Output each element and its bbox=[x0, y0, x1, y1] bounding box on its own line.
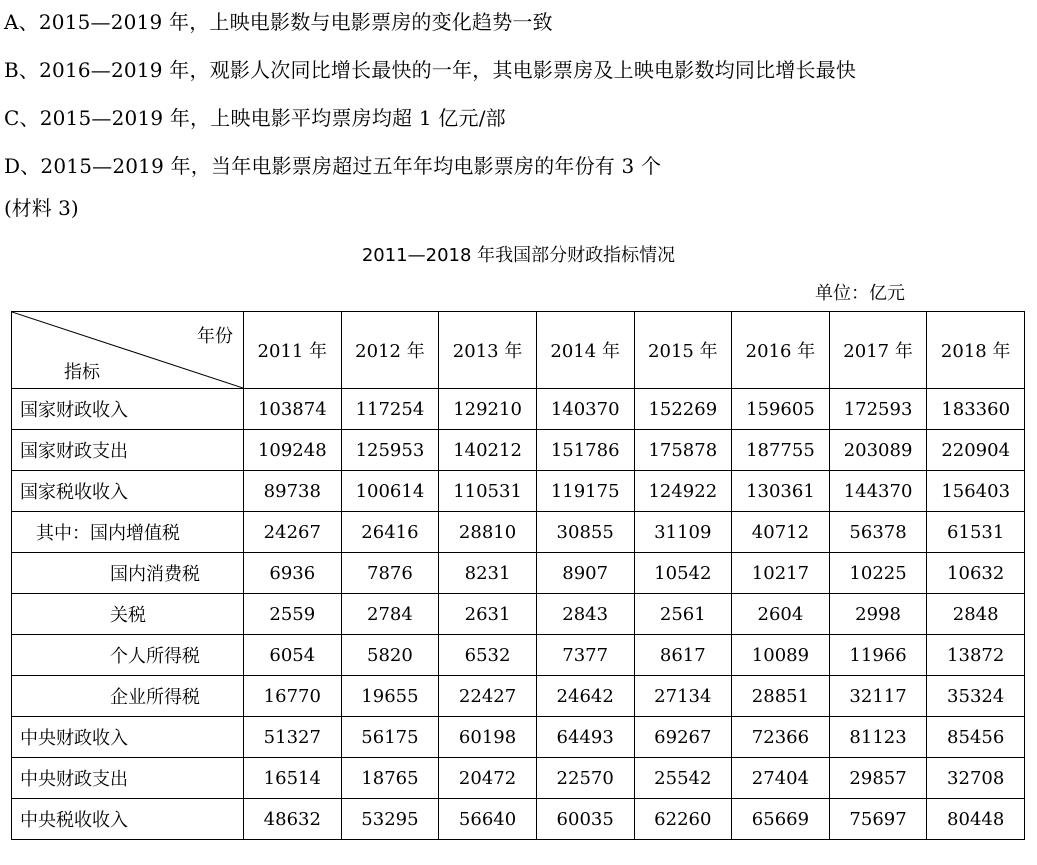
table-cell: 28851 bbox=[732, 676, 830, 717]
table-cell: 175878 bbox=[634, 430, 732, 471]
table-cell: 30855 bbox=[536, 512, 634, 553]
row-label: 中央财政收入 bbox=[12, 717, 244, 758]
row-label: 中央财政支出 bbox=[12, 758, 244, 799]
table-cell: 2784 bbox=[341, 594, 439, 635]
table-row bbox=[12, 635, 1025, 676]
table-cell: 81123 bbox=[829, 717, 927, 758]
table-cell: 56378 bbox=[829, 512, 927, 553]
row-label: 其中：国内增值税 bbox=[12, 512, 244, 553]
table-cell: 61531 bbox=[927, 512, 1025, 553]
row-label: 国内消费税 bbox=[12, 553, 244, 594]
table-cell: 183360 bbox=[927, 389, 1025, 430]
table-cell: 156403 bbox=[927, 471, 1025, 512]
table-cell: 10225 bbox=[829, 553, 927, 594]
fiscal-indicator-table bbox=[11, 311, 1025, 840]
table-cell: 5820 bbox=[341, 635, 439, 676]
table-cell: 103874 bbox=[244, 389, 342, 430]
table-cell: 56175 bbox=[341, 717, 439, 758]
table-cell: 8907 bbox=[536, 553, 634, 594]
table-cell: 53295 bbox=[341, 799, 439, 840]
header-year-label: 年份 bbox=[197, 326, 233, 347]
option-a: A、2015—2019 年，上映电影数与电影票房的变化趋势一致 bbox=[4, 10, 553, 34]
table-cell: 10089 bbox=[732, 635, 830, 676]
table-cell: 10632 bbox=[927, 553, 1025, 594]
table-cell: 29857 bbox=[829, 758, 927, 799]
table-cell: 203089 bbox=[829, 430, 927, 471]
row-label: 关税 bbox=[12, 594, 244, 635]
table-cell: 16514 bbox=[244, 758, 342, 799]
table-cell: 2843 bbox=[536, 594, 634, 635]
header-indicator-label: 指标 bbox=[64, 362, 100, 383]
table-cell: 6532 bbox=[439, 635, 537, 676]
table-cell: 129210 bbox=[439, 389, 537, 430]
table-row bbox=[12, 430, 1025, 471]
table-cell: 100614 bbox=[341, 471, 439, 512]
table-cell: 220904 bbox=[927, 430, 1025, 471]
table-cell: 75697 bbox=[829, 799, 927, 840]
table-cell: 24642 bbox=[536, 676, 634, 717]
table-cell: 56640 bbox=[439, 799, 537, 840]
table-cell: 6054 bbox=[244, 635, 342, 676]
table-cell: 119175 bbox=[536, 471, 634, 512]
table-cell: 85456 bbox=[927, 717, 1025, 758]
table-cell: 2604 bbox=[732, 594, 830, 635]
table-cell: 187755 bbox=[732, 430, 830, 471]
table-cell: 10542 bbox=[634, 553, 732, 594]
table-cell: 40712 bbox=[732, 512, 830, 553]
table-cell: 69267 bbox=[634, 717, 732, 758]
table-cell: 22427 bbox=[439, 676, 537, 717]
year-header: 2012 年 bbox=[341, 312, 439, 389]
row-label: 个人所得税 bbox=[12, 635, 244, 676]
option-d: D、2015—2019 年，当年电影票房超过五年年均电影票房的年份有 3 个 bbox=[4, 154, 662, 178]
table-row bbox=[12, 594, 1025, 635]
table-cell: 48632 bbox=[244, 799, 342, 840]
table-cell: 6936 bbox=[244, 553, 342, 594]
row-label: 中央税收收入 bbox=[12, 799, 244, 840]
table-cell: 18765 bbox=[341, 758, 439, 799]
table-cell: 65669 bbox=[732, 799, 830, 840]
table-header-row bbox=[12, 312, 1025, 389]
table-cell: 27404 bbox=[732, 758, 830, 799]
table-cell: 140212 bbox=[439, 430, 537, 471]
table-cell: 27134 bbox=[634, 676, 732, 717]
row-label: 企业所得税 bbox=[12, 676, 244, 717]
year-header: 2013 年 bbox=[439, 312, 537, 389]
table-cell: 89738 bbox=[244, 471, 342, 512]
table-cell: 25542 bbox=[634, 758, 732, 799]
table-cell: 151786 bbox=[536, 430, 634, 471]
table-title: 2011—2018 年我国部分财政指标情况 bbox=[361, 245, 676, 266]
table-cell: 159605 bbox=[732, 389, 830, 430]
table-cell: 125953 bbox=[341, 430, 439, 471]
table-row bbox=[12, 676, 1025, 717]
table-cell: 26416 bbox=[341, 512, 439, 553]
table-cell: 124922 bbox=[634, 471, 732, 512]
table-row bbox=[12, 799, 1025, 840]
table-cell: 152269 bbox=[634, 389, 732, 430]
table-cell: 2998 bbox=[829, 594, 927, 635]
table-cell: 7377 bbox=[536, 635, 634, 676]
table-cell: 172593 bbox=[829, 389, 927, 430]
table-cell: 19655 bbox=[341, 676, 439, 717]
year-header: 2017 年 bbox=[829, 312, 927, 389]
header-corner-cell bbox=[12, 312, 244, 389]
table-unit: 单位：亿元 bbox=[815, 283, 905, 304]
table-cell: 72366 bbox=[732, 717, 830, 758]
table-cell: 31109 bbox=[634, 512, 732, 553]
table-cell: 2561 bbox=[634, 594, 732, 635]
year-header: 2011 年 bbox=[244, 312, 342, 389]
table-cell: 51327 bbox=[244, 717, 342, 758]
table-cell: 13872 bbox=[927, 635, 1025, 676]
answer-options bbox=[4, 0, 1034, 192]
table-cell: 35324 bbox=[927, 676, 1025, 717]
table-cell: 22570 bbox=[536, 758, 634, 799]
year-header: 2016 年 bbox=[732, 312, 830, 389]
table-row bbox=[12, 717, 1025, 758]
table-cell: 130361 bbox=[732, 471, 830, 512]
table-cell: 117254 bbox=[341, 389, 439, 430]
row-label: 国家财政支出 bbox=[12, 430, 244, 471]
table-cell: 64493 bbox=[536, 717, 634, 758]
table-row bbox=[12, 389, 1025, 430]
table-cell: 16770 bbox=[244, 676, 342, 717]
table-cell: 8617 bbox=[634, 635, 732, 676]
table-cell: 140370 bbox=[536, 389, 634, 430]
table-cell: 2631 bbox=[439, 594, 537, 635]
table-cell: 109248 bbox=[244, 430, 342, 471]
table-cell: 60198 bbox=[439, 717, 537, 758]
row-label: 国家财政收入 bbox=[12, 389, 244, 430]
option-b: B、2016—2019 年，观影人次同比增长最快的一年，其电影票房及上映电影数均同比增长最快 bbox=[4, 58, 857, 82]
table-cell: 7876 bbox=[341, 553, 439, 594]
table-row bbox=[12, 512, 1025, 553]
table-cell: 60035 bbox=[536, 799, 634, 840]
row-label: 国家税收收入 bbox=[12, 471, 244, 512]
option-c: C、2015—2019 年，上映电影平均票房均超 1 亿元/部 bbox=[4, 106, 506, 130]
table-cell: 144370 bbox=[829, 471, 927, 512]
table-row bbox=[12, 553, 1025, 594]
table-cell: 28810 bbox=[439, 512, 537, 553]
table-cell: 2559 bbox=[244, 594, 342, 635]
table-cell: 32117 bbox=[829, 676, 927, 717]
table-cell: 24267 bbox=[244, 512, 342, 553]
table-cell: 2848 bbox=[927, 594, 1025, 635]
year-header: 2018 年 bbox=[927, 312, 1025, 389]
table-cell: 10217 bbox=[732, 553, 830, 594]
table-cell: 80448 bbox=[927, 799, 1025, 840]
table-row bbox=[12, 471, 1025, 512]
table-cell: 8231 bbox=[439, 553, 537, 594]
material-label: (材料 3) bbox=[4, 196, 79, 220]
table-cell: 110531 bbox=[439, 471, 537, 512]
table-cell: 32708 bbox=[927, 758, 1025, 799]
table-cell: 20472 bbox=[439, 758, 537, 799]
table-cell: 62260 bbox=[634, 799, 732, 840]
table-row bbox=[12, 758, 1025, 799]
year-header: 2015 年 bbox=[634, 312, 732, 389]
table-cell: 11966 bbox=[829, 635, 927, 676]
year-header: 2014 年 bbox=[536, 312, 634, 389]
